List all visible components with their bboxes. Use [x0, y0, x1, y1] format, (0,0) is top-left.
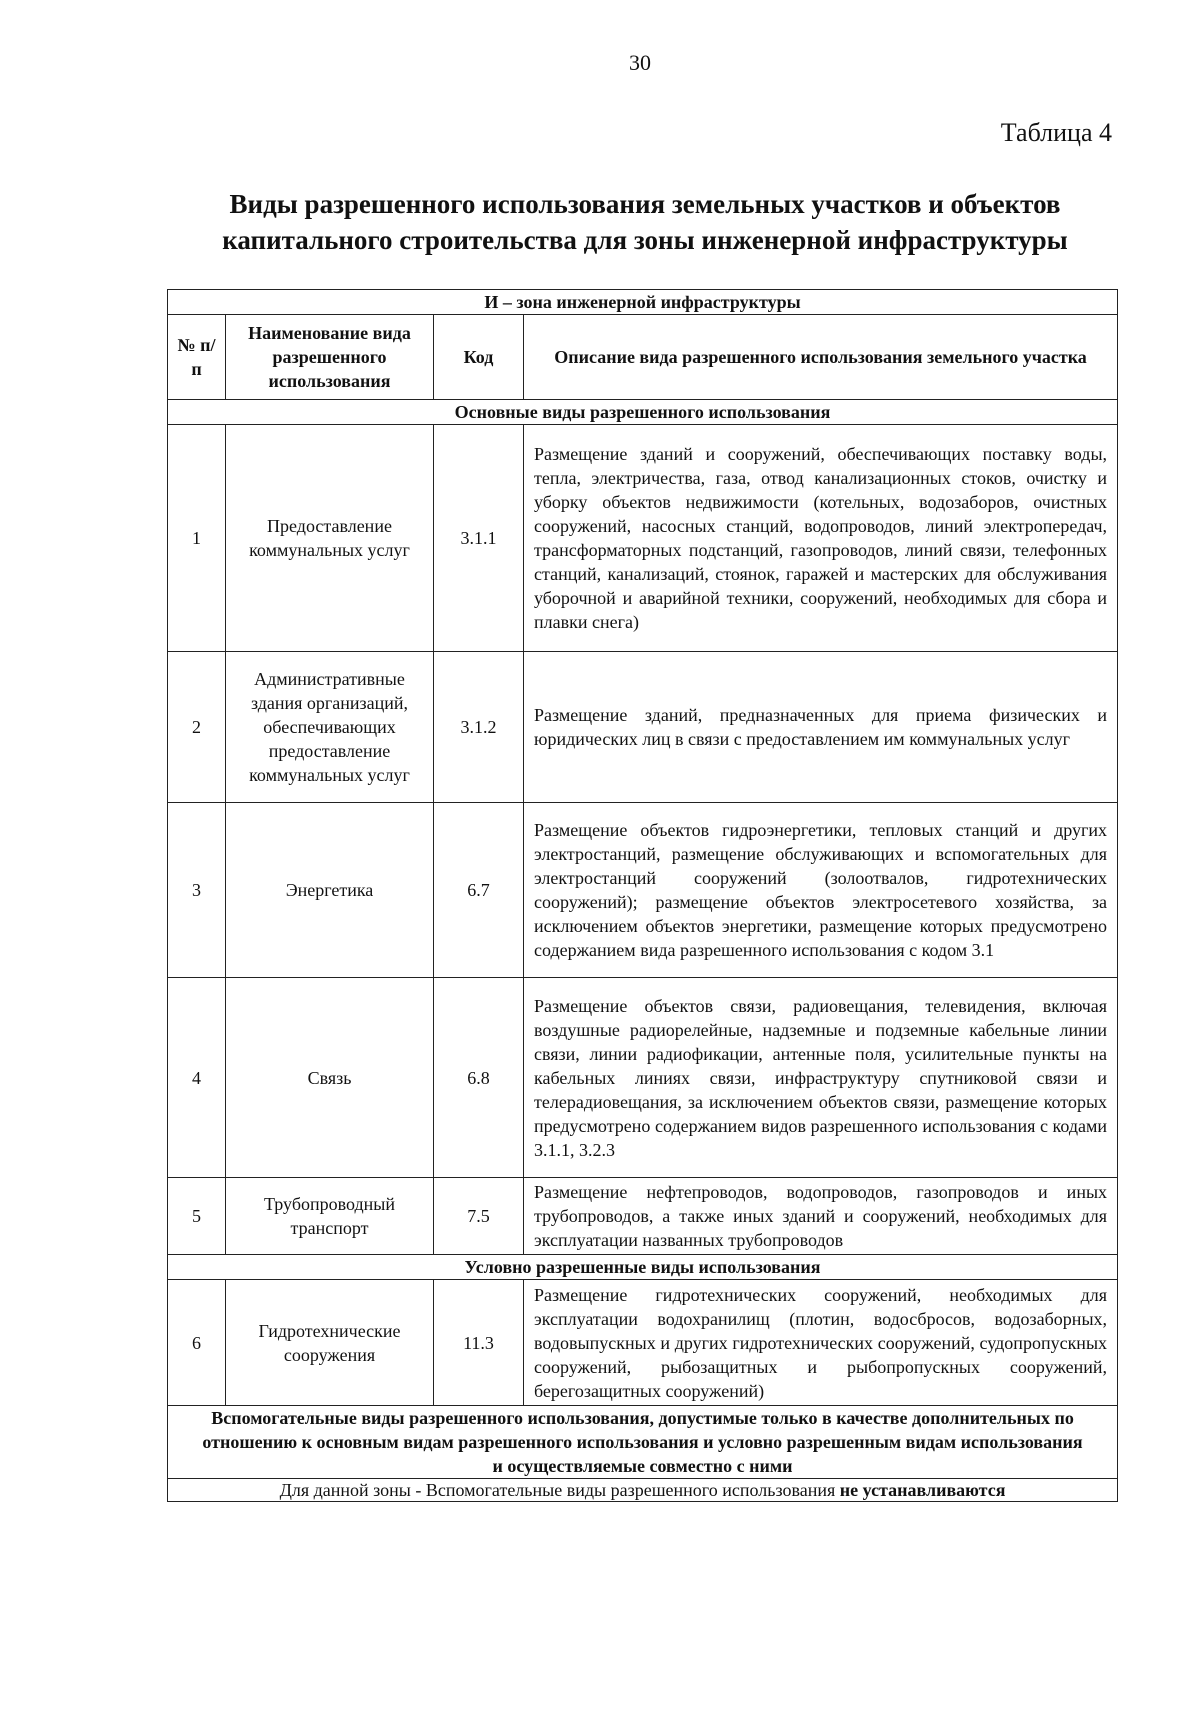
aux-note-prefix: Для данной зоны - Вспомогательные виды разрешенного использования	[279, 1480, 836, 1500]
row-name: Административные здания организаций, обеспечивающих предоставление коммунальных услуг	[226, 652, 434, 803]
row-desc: Размещение зданий и сооружений, обеспечивающих поставку воды, тепла, электричества, газа, отвод канализационных стоков, очистку и уборку объектов недвижимости (котельных, водозаборов, очистных сооружений, насосных станций, водопроводов, линий электропередач, трансформаторных подстанций, газопроводов, линий связи, телефонных станций, канализаций, стоянок, гаражей и мастерских для обслуживания уборочной и аварийной техники, сооружений, необходимых для сбора и плавки снега)	[524, 425, 1118, 652]
col-header-desc: Описание вида разрешенного использования земельного участка	[524, 315, 1118, 400]
row-desc: Размещение гидротехнических сооружений, необходимых для эксплуатации водохранилищ (плотин, водосбросов, водозаборных, водовыпускных и других гидротехнических сооружений, судопропускных сооружений, рыбозащитных и рыбопропускных сооружений, берегозащитных сооружений)	[524, 1280, 1118, 1406]
row-code: 3.1.1	[434, 425, 524, 652]
row-num: 5	[168, 1178, 226, 1255]
row-code: 7.5	[434, 1178, 524, 1255]
title-line-1: Виды разрешенного использования земельных участков и объектов	[229, 189, 1061, 219]
row-desc: Размещение нефтепроводов, водопроводов, газопроводов и иных трубопроводов, а также иных зданий и сооружений, необходимых для эксплуатации названных трубопроводов	[524, 1178, 1118, 1255]
col-header-code: Код	[434, 315, 524, 400]
document-title	[150, 186, 1140, 258]
row-desc: Размещение объектов связи, радиовещания, телевидения, включая воздушные радиорелейные, надземные и подземные кабельные линии связи, линии радиофикации, антенные поля, усилительные пункты на кабельных линиях связи, инфраструктуру спутниковой связи и телерадиовещания, за исключением объектов связи, размещение которых предусмотрено содержанием видов разрешенного использования с кодами 3.1.1, 3.2.3	[524, 978, 1118, 1178]
row-num: 1	[168, 425, 226, 652]
row-code: 6.8	[434, 978, 524, 1178]
row-code: 11.3	[434, 1280, 524, 1406]
row-num: 2	[168, 652, 226, 803]
zone-header-row	[168, 290, 1118, 315]
table-row	[168, 978, 1118, 1178]
aux-note-bold: не устанавливаются	[839, 1480, 1006, 1500]
table-row	[168, 425, 1118, 652]
table-label: Таблица 4	[1000, 118, 1112, 147]
table-row	[168, 1178, 1118, 1255]
aux-note-row	[168, 1479, 1118, 1502]
table-row	[168, 803, 1118, 978]
zone-header: И – зона инженерной инфраструктуры	[168, 290, 1118, 315]
col-header-name: Наименование вида разрешенного использования	[226, 315, 434, 400]
row-num: 6	[168, 1280, 226, 1406]
page-number: 30	[629, 50, 651, 75]
row-name: Трубопроводный транспорт	[226, 1178, 434, 1255]
row-name: Гидротехнические сооружения	[226, 1280, 434, 1406]
row-name: Предоставление коммунальных услуг	[226, 425, 434, 652]
section-main-row	[168, 400, 1118, 425]
row-name: Связь	[226, 978, 434, 1178]
aux-header: Вспомогательные виды разрешенного использования, допустимые только в качестве дополнительных по отношению к основным видам разрешенного использования и условно разрешенным видам использования и осуществляемые совместно с ними	[168, 1406, 1118, 1479]
section-conditional: Условно разрешенные виды использования	[168, 1255, 1118, 1280]
row-name: Энергетика	[226, 803, 434, 978]
col-header-num: № п/п	[168, 315, 226, 400]
section-main: Основные виды разрешенного использования	[168, 400, 1118, 425]
row-num: 4	[168, 978, 226, 1178]
row-num: 3	[168, 803, 226, 978]
title-line-2: капитального строительства для зоны инженерной инфраструктуры	[222, 225, 1068, 255]
row-desc: Размещение зданий, предназначенных для приема физических и юридических лиц в связи с предоставлением им коммунальных услуг	[524, 652, 1118, 803]
row-code: 6.7	[434, 803, 524, 978]
section-conditional-row	[168, 1255, 1118, 1280]
row-code: 3.1.2	[434, 652, 524, 803]
aux-note	[168, 1479, 1118, 1502]
land-use-table	[167, 289, 1118, 1502]
table-row	[168, 1280, 1118, 1406]
aux-header-row	[168, 1406, 1118, 1479]
table-row	[168, 652, 1118, 803]
column-header-row	[168, 315, 1118, 400]
row-desc: Размещение объектов гидроэнергетики, тепловых станций и других электростанций, размещение обслуживающих и вспомогательных для электростанций сооружений (золоотвалов, гидротехнических сооружений); размещение объектов электросетевого хозяйства, за исключением объектов энергетики, размещение которых предусмотрено содержанием вида разрешенного использования с кодом 3.1	[524, 803, 1118, 978]
